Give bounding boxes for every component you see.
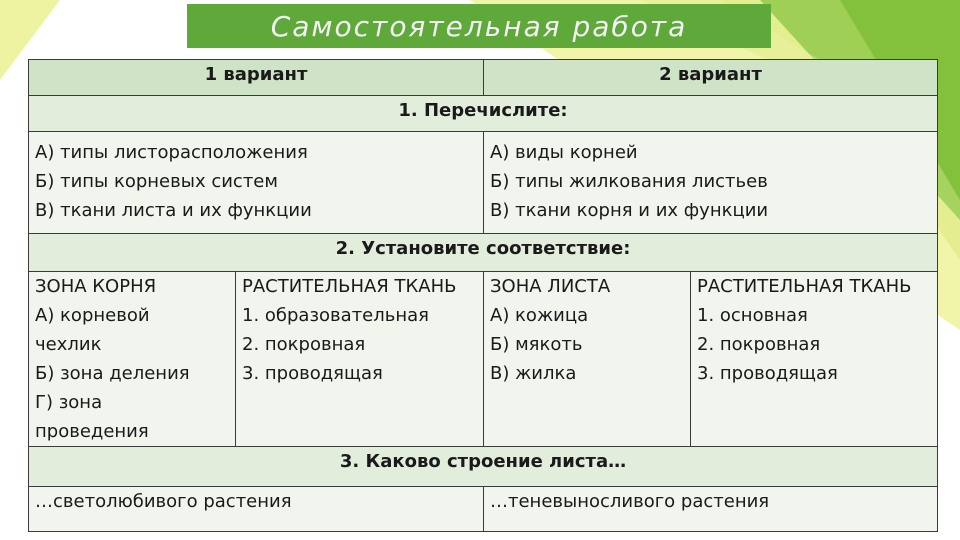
list-item: 2. покровная	[242, 334, 366, 355]
list-item: …теневыносливого растения	[490, 491, 770, 512]
list-item: Б) типы корневых систем	[35, 171, 278, 192]
list-item: …светолюбивого растения	[35, 491, 292, 512]
list-item: ЗОНА ЛИСТА	[490, 276, 611, 297]
section-1-title: 1. Перечислите:	[29, 96, 938, 132]
variant-2-header: 2 вариант	[484, 60, 938, 96]
section-2-title: 2. Установите соответствие:	[29, 234, 938, 272]
root-tissue-column	[236, 272, 484, 447]
list-item: А) корневой	[35, 305, 150, 326]
list-item: РАСТИТЕЛЬНАЯ ТКАНЬ	[697, 276, 912, 297]
slide-title: Самостоятельная работа	[187, 4, 771, 48]
section-2-header-row	[29, 234, 938, 272]
section-3-title: 3. Каково строение листа…	[29, 447, 938, 487]
variant-1-header: 1 вариант	[29, 60, 484, 96]
section-2-content-row	[29, 272, 938, 447]
list-item: В) ткани листа и их функции	[35, 200, 312, 221]
list-item: В) ткани корня и их функции	[490, 200, 769, 221]
list-item: чехлик	[35, 334, 102, 355]
section-3-variant-1	[29, 487, 484, 532]
list-item: А) типы листорасположения	[35, 142, 308, 163]
list-item: Б) зона деления	[35, 363, 190, 384]
list-item: 3. проводящая	[242, 363, 383, 384]
section-1-variant-2	[484, 132, 938, 234]
list-item: 1. образовательная	[242, 305, 429, 326]
list-item: 3. проводящая	[697, 363, 838, 384]
list-item: ЗОНА КОРНЯ	[35, 276, 157, 297]
section-3-content-row	[29, 487, 938, 532]
section-3-variant-2	[484, 487, 938, 532]
list-item: Б) мякоть	[490, 334, 583, 355]
list-item: проведения	[35, 421, 149, 442]
root-zone-column	[29, 272, 236, 447]
assignment-table	[28, 59, 938, 532]
list-item: В) жилка	[490, 363, 577, 384]
list-item: РАСТИТЕЛЬНАЯ ТКАНЬ	[242, 276, 457, 297]
section-1-content-row	[29, 132, 938, 234]
section-3-header-row	[29, 447, 938, 487]
section-1-variant-1	[29, 132, 484, 234]
section-1-header-row	[29, 96, 938, 132]
variants-header-row	[29, 60, 938, 96]
list-item: 1. основная	[697, 305, 808, 326]
list-item: А) кожица	[490, 305, 589, 326]
list-item: Г) зона	[35, 392, 103, 413]
leaf-tissue-column	[691, 272, 938, 447]
list-item: 2. покровная	[697, 334, 821, 355]
list-item: А) виды корней	[490, 142, 638, 163]
leaf-zone-column	[484, 272, 691, 447]
list-item: Б) типы жилкования листьев	[490, 171, 768, 192]
